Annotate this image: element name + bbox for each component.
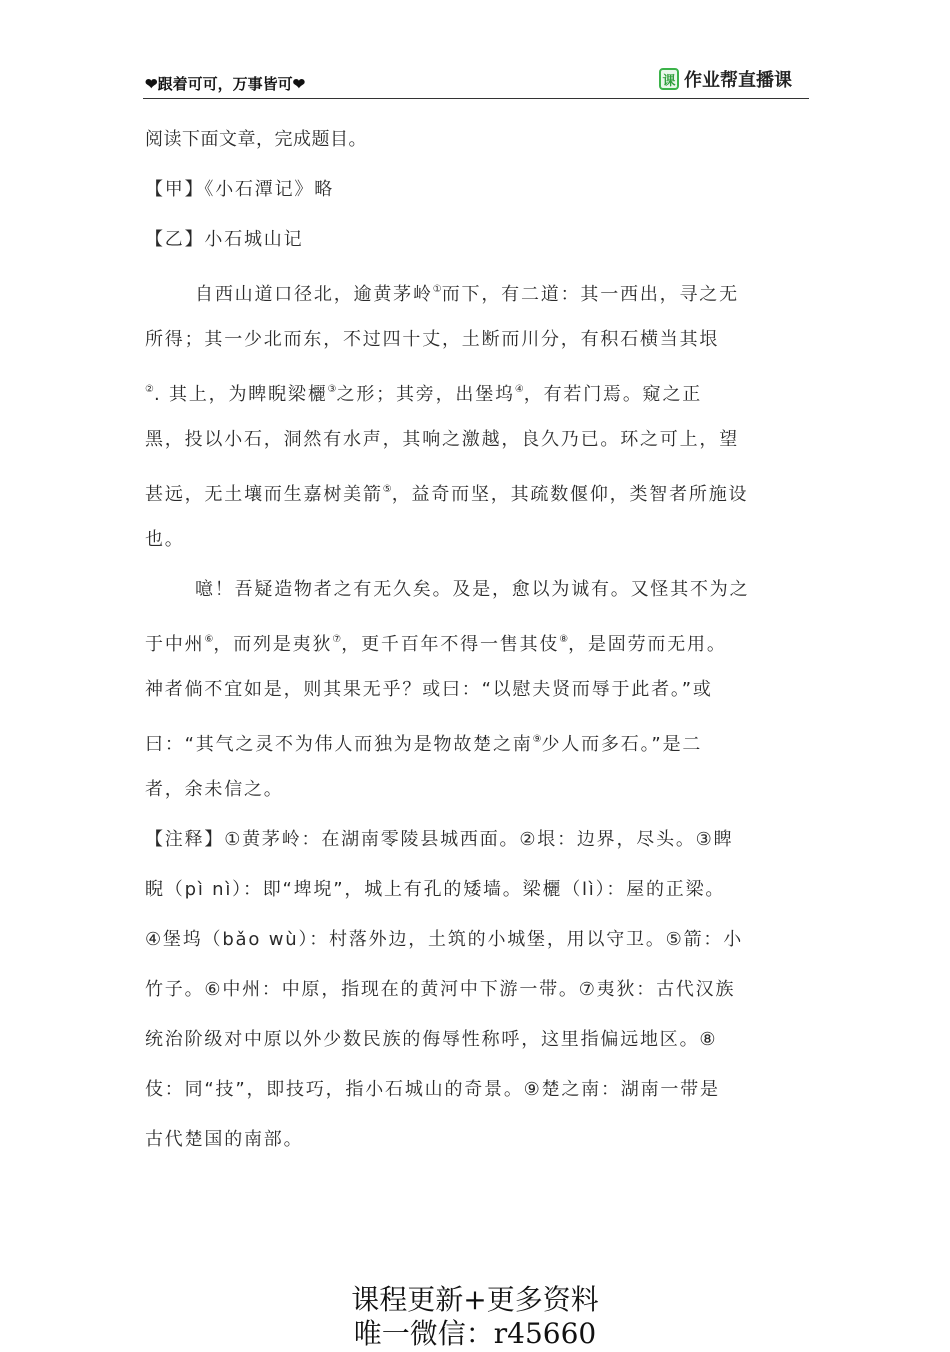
text-line: 黑，投以小石，洞然有水声，其响之激越，良久乃已。环之可上，望	[145, 429, 739, 450]
text-line: 也。	[145, 529, 185, 550]
footer-promo: 课程更新+更多资料	[351, 1283, 599, 1316]
notes-line: 伎：同“技”，即技巧，指小石城山的奇景。⑨楚之南：湖南一带是	[145, 1079, 720, 1100]
brand-icon: 课	[659, 68, 679, 90]
footnote-ref: ⑨	[532, 734, 542, 745]
notes-line: 【注释】①黄茅岭：在湖南零陵县城西面。②垠：边界，尽头。③睥	[145, 829, 734, 850]
text-line: 噫！吾疑造物者之有无久矣。及是，愈以为诚有。又怪其不为之	[195, 579, 750, 600]
text-line: 自西山道口径北，逾黄茅岭①而下，有二道：其一西出，寻之无	[195, 284, 739, 305]
footnote-ref: ③	[327, 384, 337, 395]
text-line: 甚远，无土壤而生嘉树美箭⑤，益奇而坚，其疏数偃仰，类智者所施设	[145, 484, 749, 505]
notes-line: 竹子。⑥中州：中原，指现在的黄河中下游一带。⑦夷狄：古代汉族	[145, 979, 736, 1000]
footnote-ref: ⑦	[332, 634, 342, 645]
section-jia-title: 【甲】《小石潭记》略	[145, 179, 334, 200]
brand-logo	[659, 66, 792, 92]
section-yi-title: 【乙】小石城山记	[145, 229, 304, 250]
text-line: ②. 其上，为睥睨梁欐③之形；其旁，出堡坞④，有若门焉。窥之正	[145, 384, 703, 405]
footnote-ref: ①	[432, 284, 442, 295]
notes-line: 睨（pì nì）：即“埤堄”，城上有孔的矮墙。梁欐（lì）：屋的正梁。	[145, 879, 726, 900]
footnote-ref: ⑥	[204, 634, 214, 645]
footnote-ref: ②	[145, 384, 154, 395]
footnote-ref: ⑤	[382, 484, 392, 495]
text-line: 曰：“其气之灵不为伟人而独为是物故楚之南⑨少人而多石。”是二	[145, 734, 703, 755]
notes-line: ④堡坞（bǎo wù）：村落外边，土筑的小城堡，用以守卫。⑤箭：小	[145, 929, 743, 950]
header-slogan: ❤跟着可可，万事皆可❤	[145, 75, 306, 93]
footnote-ref: ④	[514, 384, 524, 395]
text-line: 神者倘不宜如是，则其果无乎？或曰：“以慰夫贤而辱于此者。”或	[145, 679, 713, 700]
notes-line: 统治阶级对中原以外少数民族的侮辱性称呼，这里指偏远地区。⑧	[145, 1029, 718, 1050]
instruction-text: 阅读下面文章，完成题目。	[145, 129, 367, 150]
header-divider	[143, 98, 809, 99]
text-line: 于中州⑥，而列是夷狄⑦，更千百年不得一售其伎⑧，是固劳而无用。	[145, 634, 727, 655]
text-line: 者，余未信之。	[145, 779, 284, 800]
brand-name: 作业帮直播课	[684, 70, 792, 91]
notes-line: 古代楚国的南部。	[145, 1129, 304, 1150]
footnote-ref: ⑧	[559, 634, 569, 645]
text-line: 所得；其一少北而东，不过四十丈，土断而川分，有积石横当其垠	[145, 329, 720, 350]
footer-contact: 唯一微信：r45660	[353, 1317, 597, 1350]
